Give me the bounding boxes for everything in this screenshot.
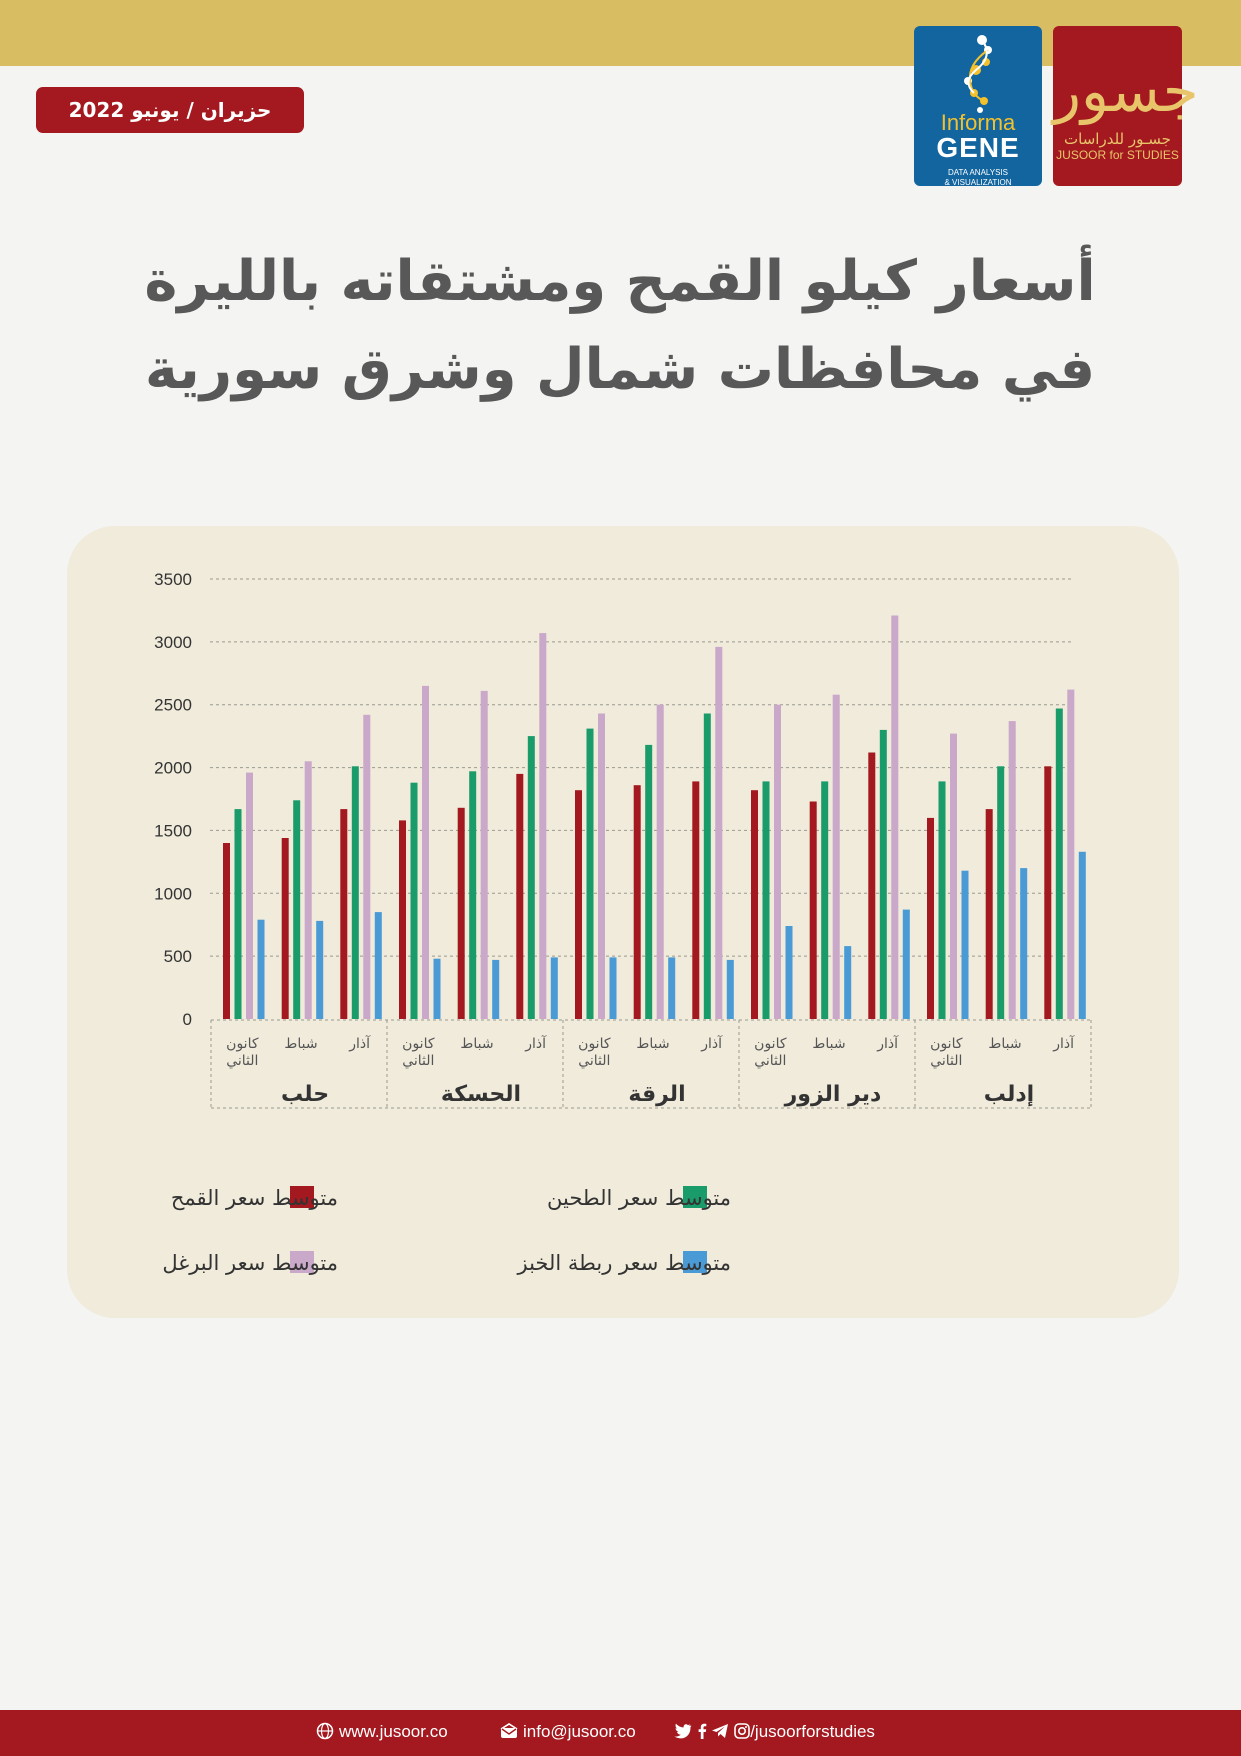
bar xyxy=(363,715,370,1019)
informa-subtitle xyxy=(914,168,1042,188)
footer-social-handle: /jusoorforstudies xyxy=(750,1722,875,1741)
bar xyxy=(763,781,770,1019)
bar xyxy=(469,771,476,1019)
dna-helix-icon xyxy=(958,34,998,114)
bar xyxy=(986,809,993,1019)
bar xyxy=(235,809,242,1019)
bar xyxy=(399,820,406,1019)
envelope-icon xyxy=(500,1723,518,1739)
legend-label: متوسط سعر الطحين xyxy=(547,1186,731,1210)
globe-icon xyxy=(316,1722,334,1740)
x-tick-label: كانون xyxy=(402,1036,435,1052)
x-tick-label: شباط xyxy=(460,1036,494,1052)
x-tick-label: آذار xyxy=(525,1036,547,1052)
y-tick-label: 0 xyxy=(182,1010,192,1029)
jusoor-english-name: JUSOOR for STUDIES xyxy=(1056,148,1179,162)
bar xyxy=(950,734,957,1019)
jusoor-script-mark: جسور xyxy=(1053,57,1199,125)
y-tick-label: 500 xyxy=(163,947,192,967)
x-tick-label: الثاني xyxy=(402,1053,435,1069)
x-tick-label: الثاني xyxy=(754,1053,787,1069)
x-tick-label: شباط xyxy=(812,1036,846,1052)
bar xyxy=(458,808,465,1019)
bar xyxy=(528,736,535,1019)
x-tick-label: كانون xyxy=(754,1036,787,1052)
bar xyxy=(539,633,546,1019)
bar xyxy=(316,921,323,1019)
footer-website-text: www.jusoor.co xyxy=(339,1722,448,1741)
instagram-icon xyxy=(734,1723,750,1739)
bar xyxy=(340,809,347,1019)
bar xyxy=(293,800,300,1019)
bar xyxy=(481,691,488,1019)
facebook-icon xyxy=(697,1723,707,1739)
bar xyxy=(282,838,289,1019)
bar xyxy=(492,960,499,1019)
bar xyxy=(575,790,582,1019)
date-badge-text: حزيران / يونيو 2022 xyxy=(68,98,272,122)
bar xyxy=(692,781,699,1019)
bar xyxy=(375,912,382,1019)
x-tick-label: آذار xyxy=(349,1036,371,1052)
bar xyxy=(1009,721,1016,1019)
telegram-icon xyxy=(711,1723,729,1739)
bar xyxy=(352,766,359,1019)
x-tick-label: شباط xyxy=(284,1036,318,1052)
y-tick-label: 2000 xyxy=(154,758,192,778)
y-tick-label: 3500 xyxy=(154,570,192,589)
bar xyxy=(891,616,898,1020)
bar xyxy=(598,714,605,1020)
footer-social[interactable] xyxy=(672,1722,875,1742)
bar xyxy=(833,695,840,1019)
bar xyxy=(704,714,711,1020)
bar xyxy=(844,946,851,1019)
bar xyxy=(962,871,969,1019)
bar xyxy=(305,761,312,1019)
bar xyxy=(786,926,793,1019)
bar xyxy=(223,843,230,1019)
bar xyxy=(422,686,429,1019)
group-label: حلب xyxy=(280,1082,330,1107)
bar xyxy=(1056,709,1063,1020)
legend-label: متوسط سعر البرغل xyxy=(162,1251,338,1275)
bar xyxy=(610,957,617,1019)
bar xyxy=(411,783,418,1019)
date-badge xyxy=(36,87,304,133)
informa-word: Informa xyxy=(940,110,1016,135)
y-tick-label: 1500 xyxy=(154,821,192,841)
bar xyxy=(727,960,734,1019)
footer-website[interactable] xyxy=(316,1722,448,1742)
footer-email-text: info@jusoor.co xyxy=(523,1722,636,1741)
legend-label: متوسط سعر القمح xyxy=(170,1186,338,1210)
bar xyxy=(668,957,675,1019)
group-label: الحسكة xyxy=(440,1082,522,1107)
x-tick-label: الثاني xyxy=(930,1053,963,1069)
bar xyxy=(1020,868,1027,1019)
bar xyxy=(997,766,1004,1019)
bar-chart xyxy=(67,526,1179,1318)
bar xyxy=(1044,766,1051,1019)
informa-sub-line2: & VISUALIZATION xyxy=(944,178,1012,187)
bar xyxy=(258,920,265,1019)
bar xyxy=(434,959,441,1019)
informa-sub-line1: DATA ANALYSIS xyxy=(947,168,1009,177)
informa-gene-logo xyxy=(914,26,1042,186)
bar xyxy=(246,773,253,1019)
chart-panel xyxy=(67,526,1179,1318)
group-label: الرقة xyxy=(628,1082,686,1107)
x-tick-label: كانون xyxy=(226,1036,259,1052)
x-tick-label: شباط xyxy=(636,1036,670,1052)
x-tick-label: كانون xyxy=(578,1036,611,1052)
page-title-line2: في محافظات شمال وشرق سورية xyxy=(144,337,1096,402)
footer-bar xyxy=(0,1710,1241,1756)
legend-label: متوسط سعر ربطة الخبز xyxy=(517,1251,731,1275)
gene-word: GENE xyxy=(936,132,1020,163)
jusoor-arabic-name: جسـور للدراسات xyxy=(1064,130,1171,148)
x-tick-label: كانون xyxy=(930,1036,963,1052)
y-tick-label: 3000 xyxy=(154,632,192,652)
bar xyxy=(634,785,641,1019)
bar xyxy=(810,802,817,1020)
bar xyxy=(1079,852,1086,1019)
bar xyxy=(751,790,758,1019)
y-tick-label: 2500 xyxy=(154,695,192,715)
bar xyxy=(880,730,887,1019)
bar xyxy=(1067,690,1074,1019)
bar xyxy=(868,753,875,1020)
bar xyxy=(903,910,910,1019)
page-title-line1: أسعار كيلو القمح ومشتقاته بالليرة xyxy=(144,249,1096,314)
bar xyxy=(657,705,664,1019)
x-tick-label: آذار xyxy=(701,1036,723,1052)
bar xyxy=(516,774,523,1019)
bar xyxy=(715,647,722,1019)
jusoor-logo xyxy=(1053,26,1199,186)
x-tick-label: آذار xyxy=(1053,1036,1075,1052)
twitter-icon xyxy=(672,1723,692,1739)
bar xyxy=(774,705,781,1019)
x-tick-label: آذار xyxy=(877,1036,899,1052)
bar xyxy=(645,745,652,1019)
footer-email[interactable] xyxy=(500,1722,636,1742)
bar xyxy=(927,818,934,1019)
bar xyxy=(821,781,828,1019)
y-tick-label: 1000 xyxy=(154,884,192,904)
group-label: إدلب xyxy=(983,1082,1035,1107)
bar xyxy=(551,957,558,1019)
x-tick-label: الثاني xyxy=(578,1053,611,1069)
group-label: دير الزور xyxy=(784,1082,882,1107)
bar xyxy=(939,781,946,1019)
x-tick-label: شباط xyxy=(988,1036,1022,1052)
bar xyxy=(587,729,594,1019)
x-tick-label: الثاني xyxy=(226,1053,259,1069)
